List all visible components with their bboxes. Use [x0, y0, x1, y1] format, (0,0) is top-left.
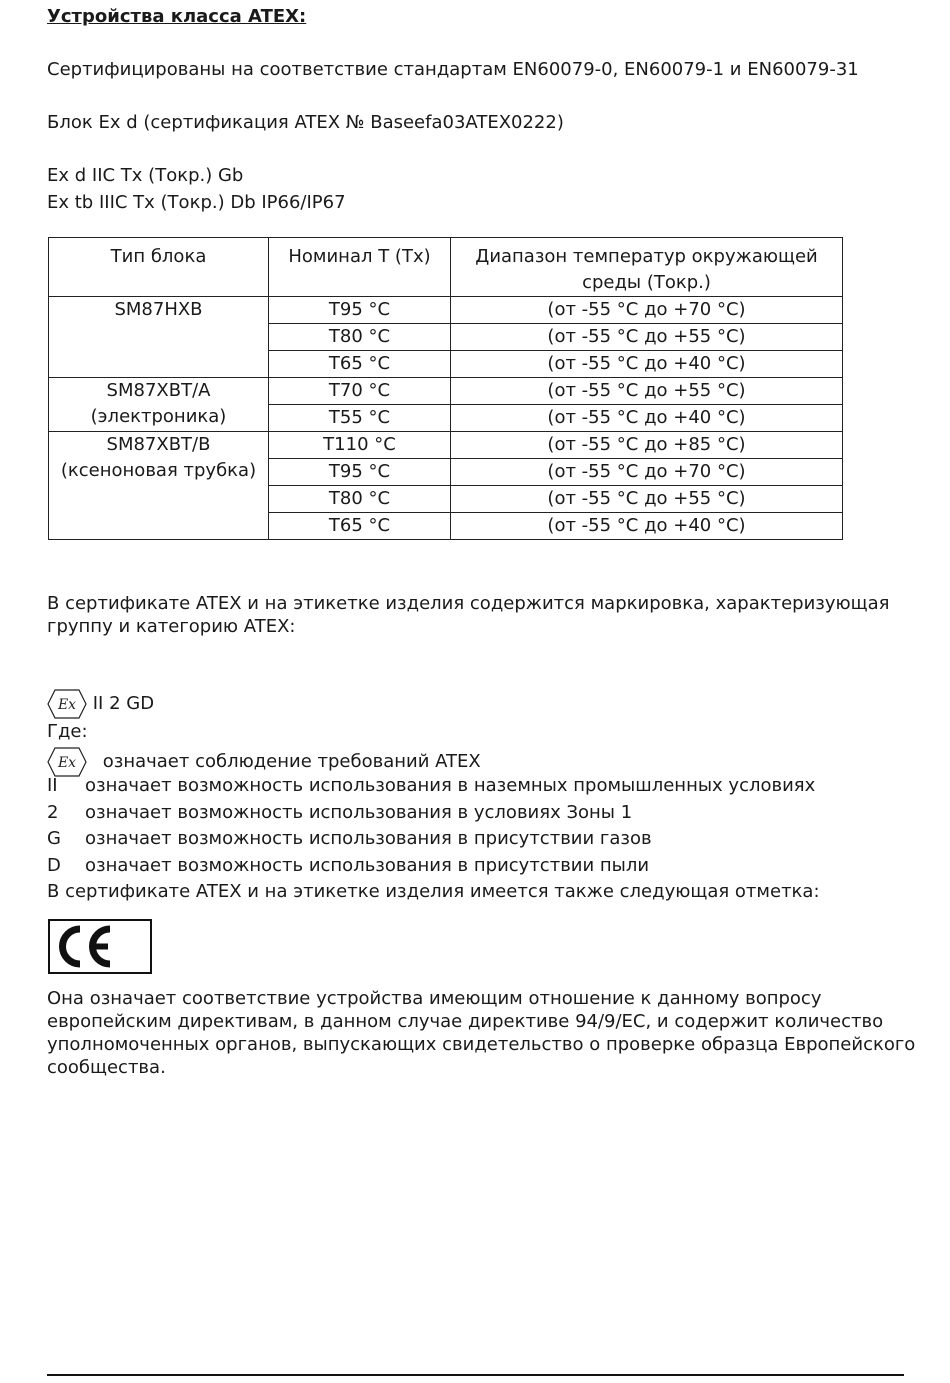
- block-type-name: SM87HXB: [114, 299, 203, 320]
- ce-description: Она означает соответствие устройства имеющим отношение к данному вопросу европейским директивам, в данном случае директиве 94/9/EC, и содержит количество уполномоченных органов, выпускающих свидетельство о проверке образца Европейского сообщества.: [47, 988, 916, 1078]
- legend-item: [47, 826, 652, 852]
- atex-marking-text: II 2 GD: [92, 693, 155, 714]
- ce-mark-box: [48, 919, 152, 974]
- rating-cell: T110 °C: [269, 432, 451, 459]
- legend-key: G: [47, 828, 61, 849]
- legend-key: D: [47, 855, 61, 876]
- marking-line-dust: Ex tb IIIC Tx (Tокр.) Db IP66/IP67: [47, 192, 346, 213]
- rating-cell: T80 °C: [269, 486, 451, 513]
- atex-marking: [47, 688, 154, 720]
- block-type-name: SM87XBT/A: [106, 380, 211, 401]
- rating-cell: T95 °C: [269, 459, 451, 486]
- temperature-table: [48, 237, 843, 540]
- block-type-cell: [49, 432, 269, 540]
- legend-item: [47, 800, 632, 826]
- rating-cell: T95 °C: [269, 297, 451, 324]
- legend-item: [47, 853, 649, 879]
- table-header-row: [49, 238, 843, 297]
- block-type-note: (электроника): [90, 406, 227, 427]
- header-rating: Номинал T (Tx): [269, 238, 451, 297]
- ex-symbol-text: Ex: [57, 755, 77, 771]
- range-cell: (от -55 °C до +85 °C): [451, 432, 843, 459]
- ce-mark-icon: [50, 921, 150, 972]
- table-row: [49, 432, 843, 459]
- rating-cell: T55 °C: [269, 405, 451, 432]
- legend-key: II: [47, 775, 58, 796]
- range-cell: (от -55 °C до +55 °C): [451, 486, 843, 513]
- rating-cell: T80 °C: [269, 324, 451, 351]
- block-type-cell: [49, 297, 269, 378]
- range-cell: (от -55 °C до +40 °C): [451, 405, 843, 432]
- legend-item: [47, 773, 815, 799]
- legend-text: означает соблюдение требований ATEX: [102, 751, 481, 772]
- block-type-note: (ксеноновая трубка): [60, 460, 257, 481]
- header-ambient-range: Диапазон температур окружающей среды (Tокр.): [451, 238, 843, 297]
- range-cell: (от -55 °C до +70 °C): [451, 459, 843, 486]
- legend-text: означает возможность использования в присутствии газов: [85, 828, 652, 849]
- ex-hexagon-icon: [47, 688, 87, 720]
- rating-cell: T70 °C: [269, 378, 451, 405]
- legend-text: означает возможность использования в присутствии пыли: [85, 855, 650, 876]
- range-cell: (от -55 °C до +40 °C): [451, 513, 843, 540]
- block-type-cell: [49, 378, 269, 432]
- range-cell: (от -55 °C до +40 °C): [451, 351, 843, 378]
- ex-symbol-text: Ex: [57, 697, 77, 713]
- footer-rule: [47, 1374, 904, 1376]
- range-cell: (от -55 °C до +55 °C): [451, 378, 843, 405]
- marking-line-gas: Ex d IIC Tx (Tокр.) Gb: [47, 165, 244, 186]
- header-block-type: Тип блока: [49, 238, 269, 297]
- section-heading: Устройства класса ATEX:: [47, 6, 307, 27]
- legend-text: означает возможность использования в условиях Зоны 1: [85, 802, 633, 823]
- rating-cell: T65 °C: [269, 513, 451, 540]
- ce-intro-text: В сертификате ATEX и на этикетке изделия имеется также следующая отметка:: [47, 881, 820, 902]
- table-row: [49, 378, 843, 405]
- table-row: [49, 297, 843, 324]
- atex-intro-text: В сертификате ATEX и на этикетке изделия содержится маркировка, характеризующая группу и категорию ATEX:: [47, 593, 890, 637]
- where-label: Где:: [47, 721, 88, 742]
- certificate-number-text: Блок Ex d (сертификация ATEX № Baseefa03ATEX0222): [47, 112, 564, 133]
- range-cell: (от -55 °C до +70 °C): [451, 297, 843, 324]
- rating-cell: T65 °C: [269, 351, 451, 378]
- range-cell: (от -55 °C до +55 °C): [451, 324, 843, 351]
- legend-key: 2: [47, 802, 59, 823]
- certification-standards-text: Сертифицированы на соответствие стандартам EN60079-0, EN60079-1 и EN60079-31: [47, 59, 859, 80]
- legend-text: означает возможность использования в наземных промышленных условиях: [85, 775, 816, 796]
- block-type-name: SM87XBT/B: [106, 434, 211, 455]
